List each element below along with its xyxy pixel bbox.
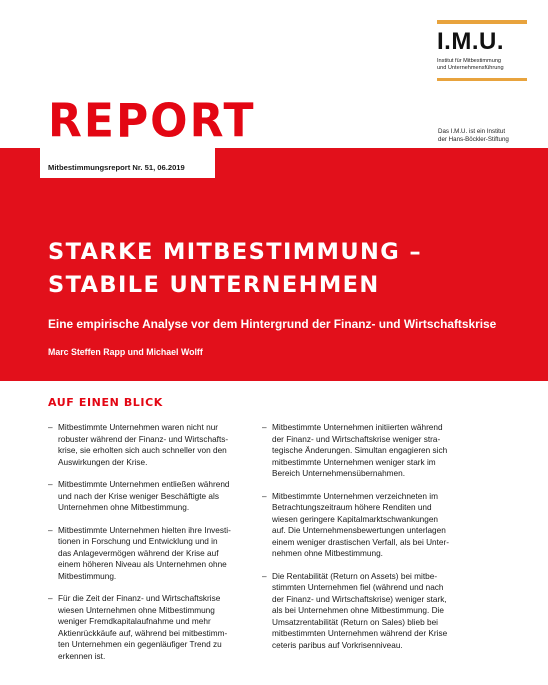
bullet-line: Aktienrückkäufe auf, während bei mitbestimm- xyxy=(58,628,228,638)
bullet-item xyxy=(262,571,467,652)
bullet-line: Für die Zeit der Finanz- und Wirtschaftskrise xyxy=(58,594,221,603)
bullet-line: und nach der Krise weniger Beschäftigte als xyxy=(58,491,219,501)
bullet-line: Mitbestimmte Unternehmen initiierten während xyxy=(272,423,443,432)
logo-sub-line: Institut für Mitbestimmung xyxy=(437,58,502,64)
hbs-note xyxy=(438,128,509,144)
bullet-dash: – xyxy=(262,571,267,581)
bullet-line: krise, sie erholten sich auch schneller von den xyxy=(58,446,227,455)
bullet-line: wiesen geringere Kapitalmarktschwankungen xyxy=(272,514,439,524)
bullet-line: auf. Die Unternehmensbewertungen unterlagen xyxy=(272,526,446,535)
bullet-line: einem weniger drastischen Verfall, als bei Unter- xyxy=(272,537,450,547)
page-title xyxy=(48,236,518,302)
logo-top-bar xyxy=(437,20,527,24)
bullet-line: das Anlagevermögen während der Krise auf xyxy=(58,548,219,558)
authors: Marc Steffen Rapp und Michael Wolff xyxy=(48,347,203,357)
report-heading: REPORT xyxy=(48,94,256,149)
bullet-column-right xyxy=(262,422,467,662)
report-number: Mitbestimmungsreport Nr. 51, 06.2019 xyxy=(48,163,185,172)
bullet-line: weniger Fremdkapitalaufnahme und mehr xyxy=(58,617,211,626)
logo-name: I.M.U. xyxy=(437,28,504,55)
bullet-dash: – xyxy=(48,480,53,489)
hbs-note-line: der Hans-Böckler-Stiftung xyxy=(438,136,509,143)
title-line: STABILE UNTERNEHMEN xyxy=(48,272,380,298)
bullet-line: der Finanz- und Wirtschaftskrise) weniger stark, xyxy=(272,594,447,604)
logo-subtitle xyxy=(437,58,527,72)
bullet-dash: – xyxy=(262,423,267,432)
bullet-dash: – xyxy=(262,491,267,501)
bullet-line: Mitbestimmung. xyxy=(58,571,117,581)
bullet-dash: – xyxy=(48,423,53,432)
bullet-item xyxy=(48,479,248,514)
bullet-item xyxy=(48,422,248,468)
bullet-line: Unternehmen ohne Mitbestimmung. xyxy=(58,503,190,512)
bullet-column-left xyxy=(48,422,248,673)
bullet-dash: – xyxy=(48,525,53,535)
title-line: STARKE MITBESTIMMUNG – xyxy=(48,239,422,265)
logo-sub-line: und Unternehmensführung xyxy=(437,65,504,71)
bullet-line: der Finanz- und Wirtschaftskrise weniger stra- xyxy=(272,434,441,444)
bullet-dash: – xyxy=(48,594,53,603)
bullet-line: ten Unternehmen ein gegenläufiger Trend zu xyxy=(58,640,222,649)
bullet-item xyxy=(262,491,467,560)
bullet-item xyxy=(48,525,248,583)
bullet-line: Die Rentabilität (Return on Assets) bei mitbe- xyxy=(272,571,438,581)
bullet-line: Betrachtungszeitraum höhere Renditen und xyxy=(272,503,432,512)
bullet-line: einem höheren Niveau als Unternehmen ohne xyxy=(58,560,227,569)
bullet-line: Mitbestimmte Unternehmen hielten ihre Investi- xyxy=(58,525,231,535)
bullet-line: robuster während der Finanz- und Wirtschafts- xyxy=(58,434,229,444)
logo-bottom-bar xyxy=(437,78,527,81)
bullet-line: Umsatzrentabilität (Return on Sales) blieb bei xyxy=(272,617,438,627)
bullet-line: mitbestimmten Unternehmen während der Krise xyxy=(272,629,448,638)
bullet-line: Mitbestimmte Unternehmen entließen während xyxy=(58,480,230,489)
bullet-line: nehmen ohne Mitbestimmung. xyxy=(272,549,383,558)
bullet-line: Auswirkungen der Krise. xyxy=(58,457,148,467)
section-heading: AUF EINEN BLICK xyxy=(48,396,163,409)
bullet-line: ceteris paribus auf Vorkrisenniveau. xyxy=(272,640,403,650)
bullet-item xyxy=(48,593,248,662)
bullet-line: Mitbestimmte Unternehmen verzeichneten im xyxy=(272,491,438,501)
hbs-note-line: Das I.M.U. ist ein Institut xyxy=(438,128,506,135)
page-subtitle: Eine empirische Analyse vor dem Hintergrund der Finanz- und Wirtschaftskrise xyxy=(48,317,497,331)
bullet-line: erkennen ist. xyxy=(58,651,106,661)
bullet-line: tionen in Forschung und Entwicklung und in xyxy=(58,537,218,546)
imu-logo xyxy=(437,20,527,81)
bullet-item xyxy=(262,422,467,480)
bullet-line: tegische Änderungen. Simultan engagieren sich xyxy=(272,446,448,455)
bullet-line: wiesen Unternehmen ohne Mitbestimmung xyxy=(58,605,215,615)
bullet-line: Mitbestimmte Unternehmen waren nicht nur xyxy=(58,423,219,432)
bullet-line: als bei Unternehmen ohne Mitbestimmung. Die xyxy=(272,606,444,615)
bullet-line: mitbestimmte Unternehmen weniger stark im xyxy=(272,457,436,467)
bullet-line: Bereich Unternehmensübernahmen. xyxy=(272,469,405,478)
bullet-line: stimmten Unternehmen fiel (während und nach xyxy=(272,583,444,592)
